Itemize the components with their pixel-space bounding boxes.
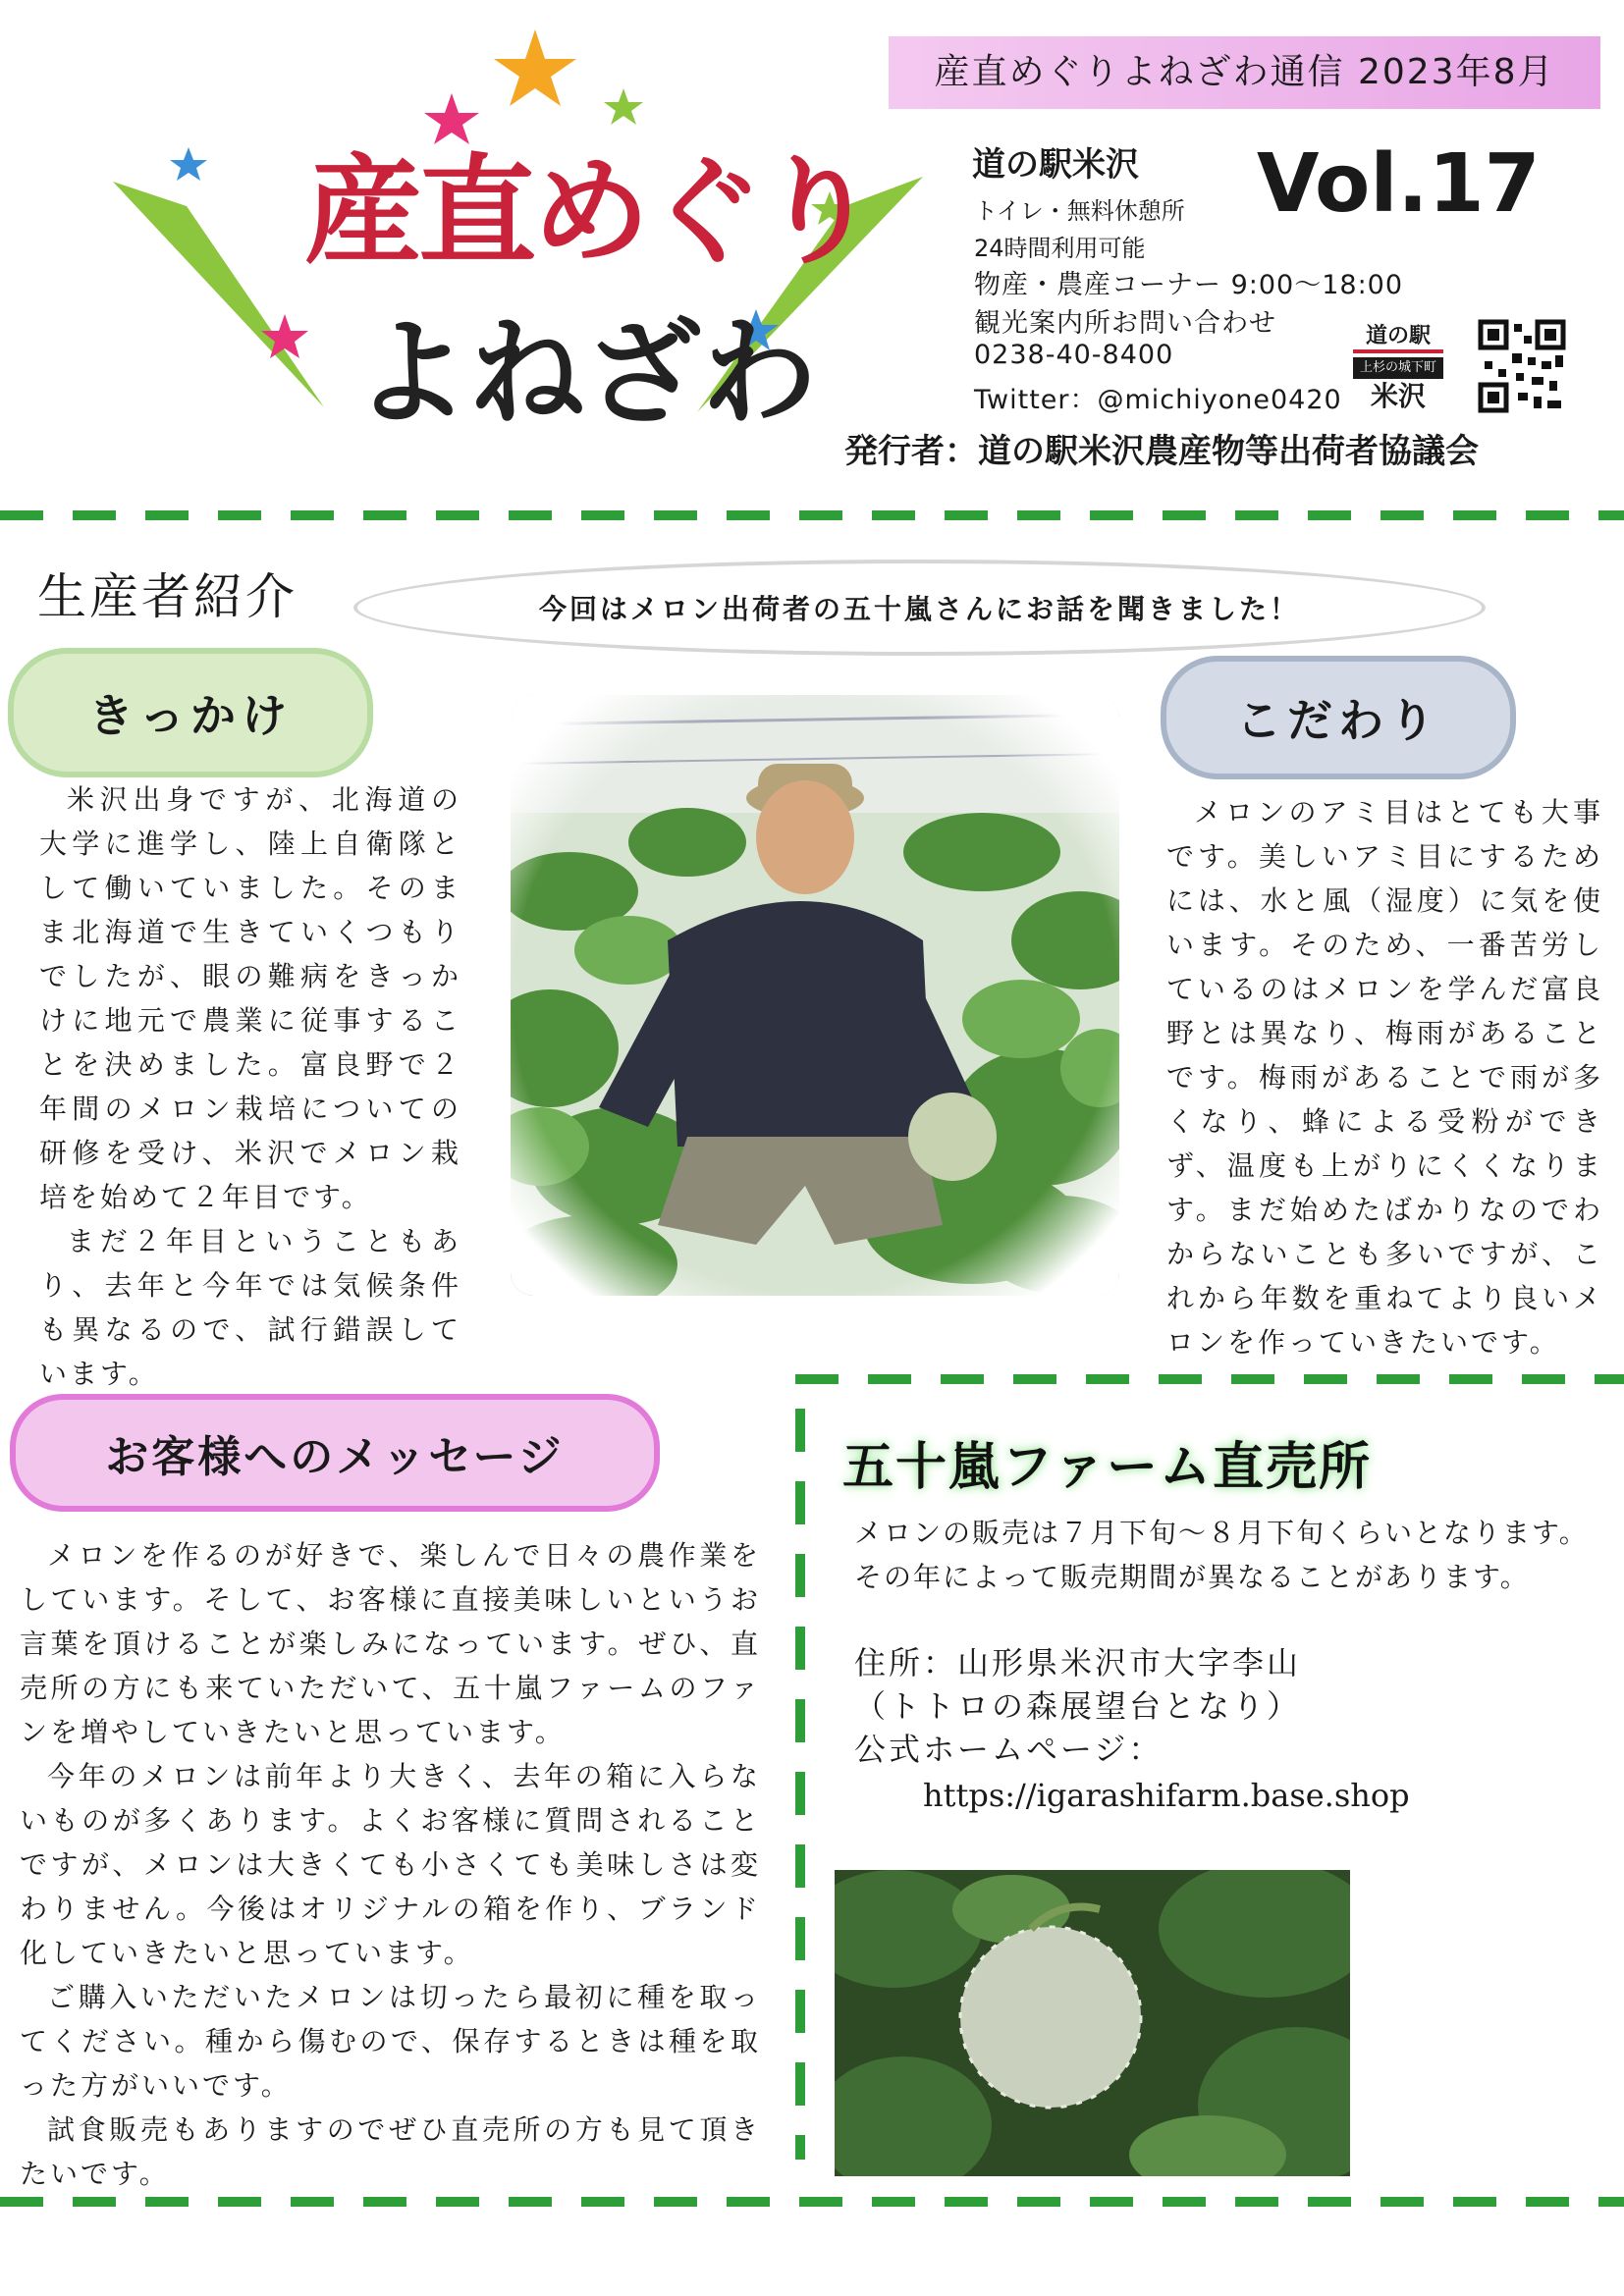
paragraph: ご購入いただいたメロンは切ったら最初に種を取ってください。種から傷むので、保存するときは種を取った方がいいです。 <box>20 1981 761 2102</box>
station-info-line: 観光案内所お問い合わせ <box>974 308 1276 339</box>
shop-address-note: （トトロの森展望台となり） <box>854 1687 1302 1725</box>
station-info-line: 24時間利用可能 <box>974 235 1146 262</box>
logo <box>98 20 943 441</box>
logo-text-top: 道の駅 <box>1353 324 1443 353</box>
qr-code-graphic <box>1473 312 1571 420</box>
kodawari-text <box>1166 790 1603 1364</box>
speech-text: 今回はメロン出荷者の五十嵐さんにお話を聞きました！ <box>538 593 1300 625</box>
shop-homepage-label: 公式ホームページ： <box>854 1731 1164 1768</box>
heading-kikkake <box>8 648 373 777</box>
station-info-line: トイレ・無料休憩所 <box>974 197 1185 225</box>
shop-url-link[interactable]: https://igarashifarm.base.shop <box>923 1777 1410 1814</box>
heading-message <box>10 1394 660 1512</box>
logo-title-sanchoku <box>304 118 874 287</box>
paragraph: メロンを作るのが好きで、楽しんで日々の農作業をしています。そして、お客様に直接美味しいというお言葉を頂けることが楽しみになっています。ぜひ、直売所の方にも来ていただいて、五十嵐ファームのファンを増やしていきたいと思っています。 <box>20 1539 761 1748</box>
michinoeki-logo <box>1353 324 1443 422</box>
heading-message-label: お客様へのメッセージ <box>105 1432 565 1482</box>
newsletter-banner: 産直めぐりよねざわ通信 2023年8月 <box>889 36 1600 109</box>
divider-bottom <box>0 2197 1624 2207</box>
section-title: 生産者紹介 <box>37 568 298 625</box>
heading-kodawari <box>1161 656 1516 779</box>
station-twitter: Twitter：@michiyone0420 <box>974 385 1342 415</box>
logo-title-text: 産直めぐり <box>304 142 874 281</box>
paragraph: 米沢出身ですが、北海道の大学に進学し、陸上自衛隊として働いていました。そのまま北海道で生きていくつもりでしたが、眼の難病をきっかけに地元で農業に従事することを決めました。富良野で２年間のメロン栽培についての研修を受け、米沢でメロン栽培を始めて２年目です。 <box>39 783 461 1213</box>
paragraph: 試食販売もありますのでぜひ直売所の方も見て頂きたいです。 <box>20 2113 761 2190</box>
paragraph: まだ２年目ということもあり、去年と今年では気候条件も異なるので、試行錯誤しています。 <box>39 1225 461 1390</box>
station-info-line: 物産・農産コーナー 9:00〜18:00 <box>974 270 1404 300</box>
volume-number: Vol.17 <box>1257 137 1541 231</box>
paragraph: 今年のメロンは前年より大きく、去年の箱に入らないものが多くあります。よくお客様に質問されることですが、メロンは大きくても小さくても美味しさは変わりません。今後はオリジナルの箱を作り、ブランド化していきたいと思っています。 <box>20 1760 761 1969</box>
speech-bubble <box>353 560 1486 656</box>
logo-text-bottom: 米沢 <box>1370 380 1426 412</box>
message-text <box>20 1533 761 2196</box>
divider-shop-top <box>795 1374 1624 1384</box>
heading-kikkake-label: きっかけ <box>88 689 293 742</box>
kikkake-text <box>39 777 461 1396</box>
publisher: 発行者：道の駅米沢農産物等出荷者協議会 <box>844 432 1479 471</box>
farmer-photo <box>511 695 1119 1296</box>
logo-text-mid: 上杉の城下町 <box>1353 357 1443 379</box>
shop-title: 五十嵐ファーム直売所 <box>842 1438 1372 1497</box>
shop-sale-line: その年によって販売期間が異なることがあります。 <box>854 1561 1530 1593</box>
logo-title-yonezawa: よねざわ <box>353 305 818 441</box>
paragraph: メロンのアミ目はとても大事です。美しいアミ目にするためには、水と風（湿度）に気を使います。そのため、一番苦労しているのはメロンを学んだ富良野とは異なり、梅雨があることです。梅雨があることで雨が多くなり、蜂による受粉ができず、温度も上がりにくくなります。まだ始めたばかりなのでわからないことも多いですが、これから年数を重ねてより良いメロンを作っていきたいです。 <box>1166 796 1603 1359</box>
station-name: 道の駅米沢 <box>972 145 1139 185</box>
divider-shop-left <box>795 1409 805 2160</box>
divider-top <box>0 510 1624 520</box>
qr-code[interactable] <box>1473 312 1571 420</box>
melon-photo <box>835 1870 1350 2176</box>
shop-address: 住所：山形県米沢市大字李山 <box>854 1644 1302 1682</box>
farmer-photo-illustration <box>511 695 1119 1296</box>
heading-kodawari-label: こだわり <box>1236 694 1440 747</box>
station-phone: 0238-40-8400 <box>974 340 1174 370</box>
melon-photo-illustration <box>835 1870 1350 2176</box>
shop-sale-line: メロンの販売は７月下旬〜８月下旬くらいとなります。 <box>854 1517 1589 1549</box>
